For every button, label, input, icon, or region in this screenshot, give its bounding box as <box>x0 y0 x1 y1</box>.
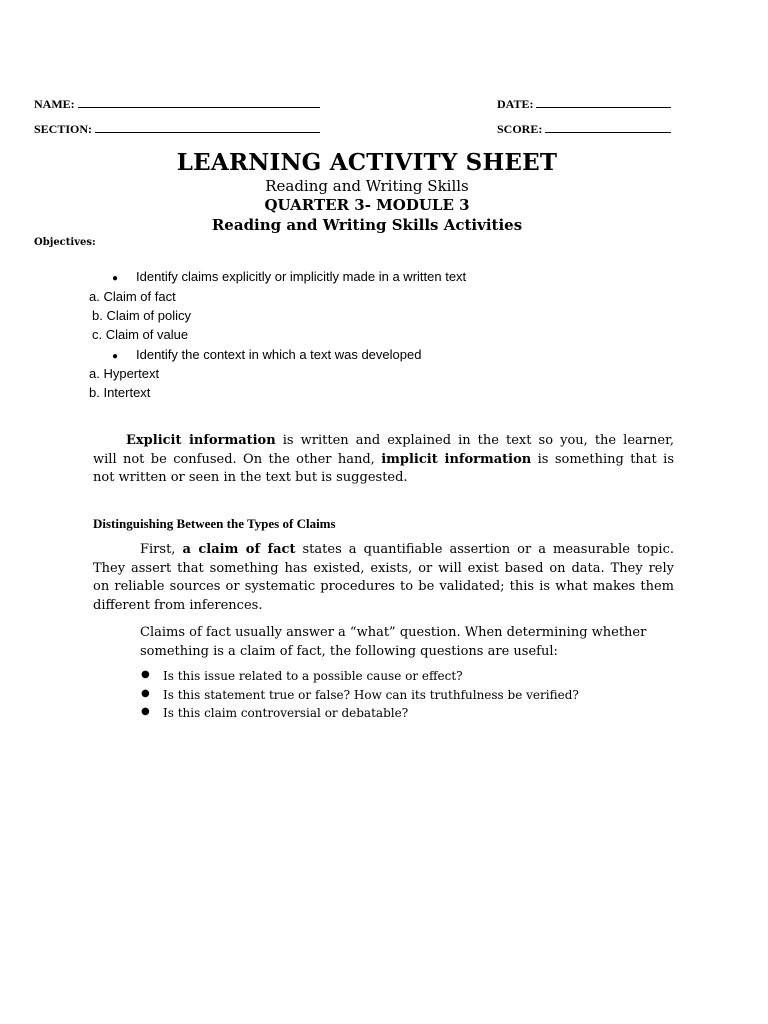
paragraph-line: Explicit information is written and explained in the text so you, the learner, <box>126 433 674 448</box>
date-field[interactable] <box>497 96 671 112</box>
objective-text: Identify the context in which a text was developed <box>136 347 422 362</box>
section-field[interactable] <box>34 121 320 137</box>
date-label: DATE: <box>497 97 534 111</box>
objective-item: c. Claim of value <box>92 327 189 342</box>
paragraph-line: different from inferences. <box>93 597 263 613</box>
objective-bullet-2 <box>112 347 421 362</box>
name-label: NAME: <box>34 97 75 111</box>
objective-item: b. Claim of policy <box>92 308 191 323</box>
term-claim-of-fact: a claim of fact <box>182 542 296 557</box>
score-blank-line[interactable] <box>545 121 671 133</box>
objective-bullet-1 <box>112 269 466 284</box>
date-blank-line[interactable] <box>536 96 671 108</box>
quarter-module: QUARTER 3- MODULE 3 <box>264 196 470 214</box>
term-explicit: Explicit information <box>126 433 276 448</box>
term-implicit: implicit information <box>381 451 532 467</box>
objective-text: Identify claims explicitly or implicitly made in a written text <box>136 269 467 284</box>
section-heading: Distinguishing Between the Types of Claims <box>93 516 336 531</box>
score-label: SCORE: <box>497 122 543 136</box>
bullet-icon: ● <box>112 351 119 362</box>
claims-usually-paragraph <box>140 624 670 661</box>
explicit-implicit-paragraph <box>93 432 674 488</box>
paragraph-line: something is a claim of fact, the following questions are useful: <box>140 643 558 659</box>
page-subtitle: Reading and Writing Skills <box>265 177 469 195</box>
paragraph-line: Claims of fact usually answer a “what” question. When determining whether <box>140 625 647 640</box>
objective-item: a. Claim of fact <box>89 289 176 304</box>
question-item: ● Is this claim controversial or debatable? <box>141 706 409 720</box>
question-item: ● Is this issue related to a possible cause or effect? <box>141 669 463 683</box>
objectives-label: Objectives: <box>34 237 96 248</box>
activities-title: Reading and Writing Skills Activities <box>211 216 523 234</box>
claim-of-fact-paragraph <box>93 541 674 615</box>
score-field[interactable] <box>497 121 671 137</box>
paragraph-line: not written or seen in the text but is suggested. <box>93 470 408 485</box>
name-blank-line[interactable] <box>78 96 320 108</box>
section-label: SECTION: <box>34 122 93 136</box>
paragraph-line: will not be confused. On the other hand, implicit information is something that is <box>93 451 674 467</box>
bullet-icon: ● <box>112 273 119 284</box>
bullet-icon: ● <box>141 669 150 680</box>
paragraph-line: They assert that something has existed, exists, or will exist based on data. They rely <box>93 560 674 576</box>
objective-item: b. Intertext <box>89 385 151 400</box>
section-blank-line[interactable] <box>95 121 320 133</box>
bullet-icon: ● <box>141 688 150 699</box>
paragraph-line: First, a claim of fact states a quantifiable assertion or a measurable topic. <box>140 542 674 557</box>
paragraph-line: on reliable sources or systematic procedures to be validated; this is what makes them <box>93 579 674 594</box>
bullet-icon: ● <box>141 706 150 717</box>
question-item: ● Is this statement true or false? How can its truthfulness be verified? <box>141 688 579 702</box>
page-title: LEARNING ACTIVITY SHEET <box>176 149 558 176</box>
name-field[interactable] <box>34 96 320 112</box>
objective-item: a. Hypertext <box>89 366 160 381</box>
